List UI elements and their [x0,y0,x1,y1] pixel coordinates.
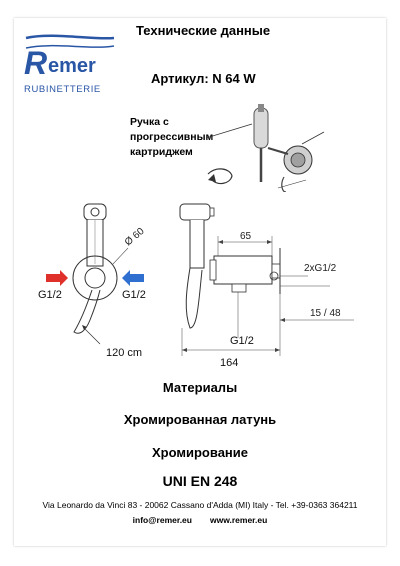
outlet-thread-label: G1/2 [230,335,254,347]
logo-subtitle: RUBINETTERIE [24,84,101,95]
dim-65-label: 65 [240,231,252,242]
hose-length-label: 120 cm [106,347,143,359]
logo-word: emer [48,55,96,77]
email-link[interactable]: info@remer.eu [132,515,192,525]
standard-label: UNI EN 248 [162,473,238,489]
diameter-label: Ø 60 [122,225,147,249]
cold-inlet-arrow [122,270,144,286]
materials-heading: Материалы [162,380,238,395]
page-title: Технические данные [136,23,271,38]
dim-15-48-label: 15 / 48 [310,308,341,319]
material-brass: Хромированная латунь [123,412,277,427]
remer-logo [22,34,118,96]
product-illustration [206,102,326,192]
front-view-drawing [28,198,168,368]
hot-inlet-arrow [46,270,68,286]
side-view-drawing [170,198,370,373]
logo-initial: R [24,45,48,81]
material-finish: Хромирование [152,445,248,460]
handle-callout [130,115,213,160]
dim-2xg-label: 2xG1/2 [304,263,337,274]
left-thread-label: G1/2 [38,289,62,301]
website-link[interactable]: www.remer.eu [209,515,268,525]
contact-line [0,515,400,525]
callout-line-3: картриджем [130,146,193,158]
article-number: Артикул: N 64 W [151,71,256,86]
dim-164-label: 164 [220,357,239,369]
callout-line-2: прогрессивным [130,131,214,143]
right-thread-label: G1/2 [122,289,146,301]
callout-line-1: Ручка с [130,116,169,128]
company-address: Via Leonardo da Vinci 83 - 20062 Cassano d'Adda (MI) Italy - Tel. +39-0363 364211 [42,500,358,510]
